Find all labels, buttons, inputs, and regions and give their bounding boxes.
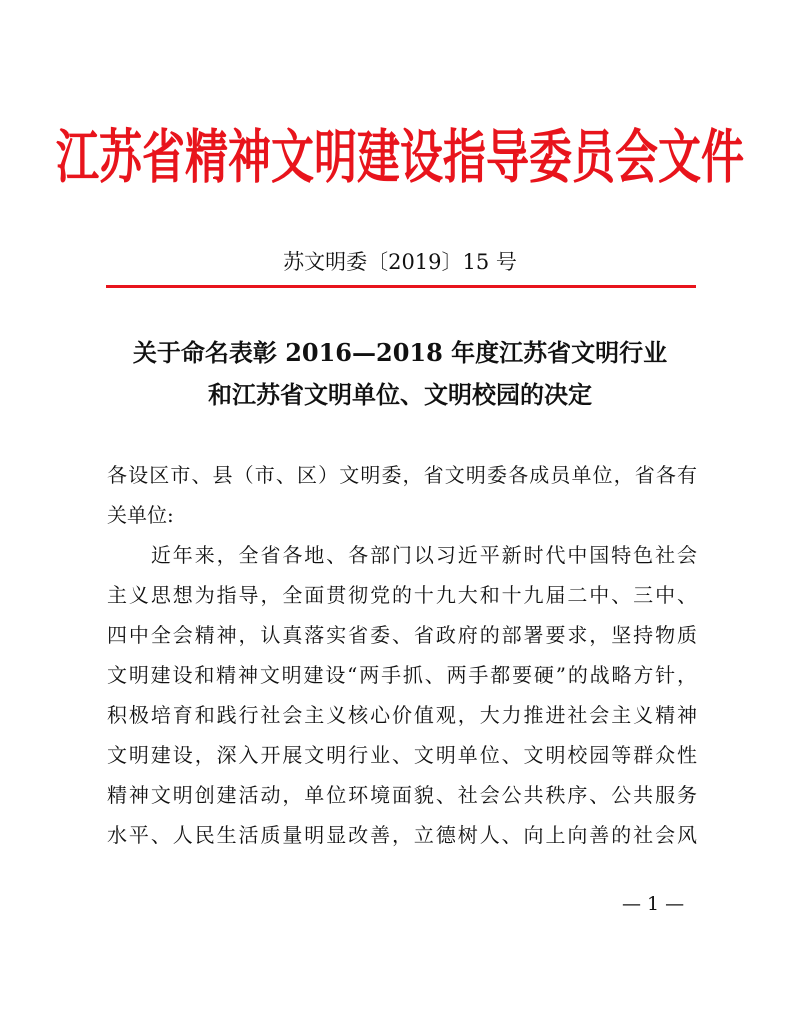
- body-line: 文明建设和精神文明建设“两手抓、两手都要硬”的战略方针，: [107, 663, 697, 687]
- body-line: 主义思想为指导，全面贯彻党的十九大和十九届二中、三中、: [107, 583, 697, 607]
- decision-title: [0, 332, 800, 416]
- body-line: 近年来，全省各地、各部门以习近平新时代中国特色社会: [107, 543, 697, 567]
- body-line: 各设区市、县（市、区）文明委，省文明委各成员单位，省各有: [107, 463, 697, 487]
- body-line: 积极培育和践行社会主义核心价值观，大力推进社会主义精神: [107, 703, 697, 727]
- body-line: 四中全会精神，认真落实省委、省政府的部署要求，坚持物质: [107, 623, 697, 647]
- decision-title-line-1: 关于命名表彰 2016—2018 年度江苏省文明行业: [132, 338, 668, 367]
- body-line: 水平、人民生活质量明显改善，立德树人、向上向善的社会风: [107, 823, 697, 847]
- body-line: 关单位:: [107, 503, 174, 527]
- decision-title-line-2: 和江苏省文明单位、文明校园的决定: [208, 380, 592, 409]
- body-line: 精神文明创建活动，单位环境面貌、社会公共秩序、公共服务: [107, 783, 697, 807]
- document-number: 苏文明委〔2019〕15 号: [283, 250, 517, 274]
- document-header-title: 江苏省精神文明建设指导委员会文件: [56, 124, 744, 192]
- document-body: [107, 455, 697, 855]
- page-number: — 1 —: [622, 893, 685, 915]
- red-divider-line: [106, 285, 696, 288]
- body-line: 文明建设，深入开展文明行业、文明单位、文明校园等群众性: [107, 743, 697, 767]
